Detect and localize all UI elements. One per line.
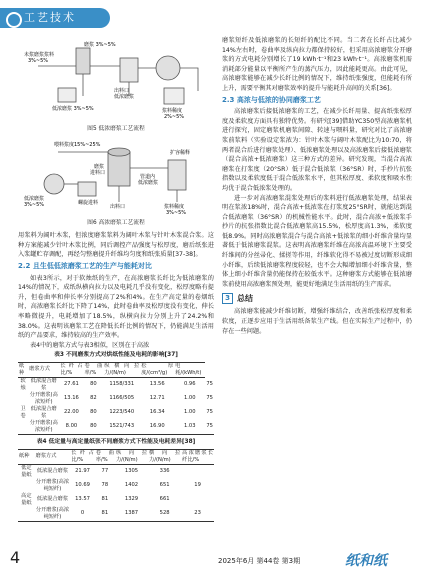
table-row: 软烛 低浓混合磨浆 27.61 80 1158/331 13.56 0.96 75 [20,377,213,391]
t4-header: 长纤占比/% [71,449,94,463]
table-4-caption: 表4 低定量与高定量纸张不同磨浆方式下性能及电耗差异[38] [36,438,196,445]
section-3-heading [222,293,412,304]
fig6-label-1: 喂料浆度15%~25% [54,141,101,148]
t3-header: 磨浆方式 [28,362,59,377]
page-number: 4 [10,548,21,567]
right-column [222,36,412,336]
t3-header: 长纤占比/% [60,362,83,376]
table-3 [18,362,214,435]
svg-text:低浓磨浆: 低浓磨浆 [114,94,135,100]
svg-text:3%~5%: 3%~5% [28,58,49,64]
section-tag-label: 工艺技术 [24,11,76,24]
page-footer [0,548,427,574]
table-row: 分开磨浆(高浓纯短纤) 10.69 78 1402 651 19 [35,478,201,492]
journal-logo: 纸和纸 [345,553,387,569]
table-row: 分开磨浆(高浓短纤) 8.00 80 1521/743 16.90 1.03 75 [18,420,214,435]
high-consistency-flow-diagram [18,138,214,218]
table-row: 分开磨浆(高浓短纤) 13.16 82 1166/505 12.71 1.00 75 [29,391,213,405]
table-row: 低定量纸 低浓混合磨浆 21.97 77 1305 336 [21,464,170,478]
t4-header: 纵向拉力/(N/m) [115,449,148,463]
t3-header: 卷曲率/% [84,362,103,376]
table-4 [18,449,214,522]
svg-text:3%~5%: 3%~5% [166,209,187,216]
section-2-3-heading: 2.3 高浓与低浓的协同磨浆工艺 [222,95,321,104]
right-paragraph-4: 高浓磨浆能减少纤维切断，增强纤维结合，改善纸张松厚度和柔软度，正逐步应用于生活用纸备浆生产线。但在实际生产过程中，仍存在一些问题。 [222,308,412,335]
t4-header: 卷曲率/% [95,449,114,463]
table-3-caption: 表3 不同磨浆方式对烘纸性能及电耗的影响[37] [54,352,178,359]
right-paragraph-2: 高浓磨浆后接低浓磨浆的工艺，在减少长纤用量、提高纸张松厚度及柔软度方面具有独特优势。有研究[39]借助YC350型高浓磨浆机进行探究，固定磨浆机磨浆间隙、转速与喂料量，研究对比了高浓磨浆前浆料（实验设定浆浓为：针叶木浆与阔叶木浆配比为10:70，将两者混合后进行磨浆处理）、低浓磨浆处理以及高浓磨浆后接低浓磨浆（混合高浓+低浓磨浆）这三种方式的差异。研究发现，当混合高浓磨浆在打浆度（20°SR）低于混合低浓浆（36°SR）时，手抄片抗张指数以及柔软度低于混合低浓浆水平，但其松厚度、柔软度和吸水性均优于混合低浓浆处理的。 [222,108,412,192]
t3-header: 纸种 [18,362,28,377]
fig5-label-4: 浆料稀度 [162,108,183,114]
figure-5-caption: 图5 低浓磨浆工艺流程 [87,126,145,132]
t4-header: 横向拉力/(N/m) [149,449,181,463]
figure-6 [18,138,214,229]
t3-header: 电耗/(kWh/t) [174,362,205,377]
issue-info: 2025年6月 第44卷 第3期 [218,557,301,565]
right-paragraph-3: 进一步对高浓磨浆混浆处理后的浆料进行低浓磨浆处理，结果表明在浆浓18%时，混合高浓+低浓浆在打浆度25°SR时，就能达到混合低浓磨浆（36°SR）的机械性能水平。此时，混合高浓+低浓浆手抄片的抗张指数比混合低浓磨浆高15.5%，松厚度高1.3%，柔软度低8.9%。同时高浓磨浆混合与混合高浓+低浓浆的细小纤维含量均显著低于低浓磨浆混浆。这表明高浓磨浆纤维在高浓高温环境下主要受纤维间的分丝帚化、揉搓等作用，纤维软化得不易被过度切断形成细小纤维，后续低浓磨浆程度较轻，也不会大幅增加细小纤维含量，整体上细小纤维含量仍能保持在较低水平。这种磨浆方式能够在低浓磨浆前使用高浓磨浆预处理，能更好地满足生活用纸的生产需求。 [222,194,412,288]
table-row: 高定量纸 低浓混合磨浆 13.57 81 1329 661 [21,492,170,506]
left-paragraph-2: 如表3所示，对于软烛纸的生产，在高浓磨浆长纤比为低浓磨浆的14%的情况下，成纸纵横向拉力以及电耗几乎没有变化，松厚度略有提升，但卷曲率和伸长率分别提高了2%和4%。在生产高定量的卷烟纸时，高浓磨浆长纤比下降了14%，此时卷曲率及松厚度没有变化，伸长率略微提升，电耗增加了18.5%，纵横向拉力分别上升了24.2%和38.0%。这表明该磨浆工艺在降低长纤比例的情况下，仍能满足生活用纸的产品要求，维持较高的生产效率。 [18,274,214,340]
fig5-label-5: 低浓磨浆 3%~5% [52,106,94,112]
figure-6-caption: 图6 高浓磨浆工艺流程 [87,219,145,226]
table-row: 分开磨浆(高浓纯短纤) 0 81 1387 528 23 [18,507,214,522]
section-2-2-heading: 2.2 且生低低浓磨浆工艺的生产与能耗对比 [18,261,152,270]
left-paragraph-3: 表4中的磨浆方式与表3相似，区别在于高浓 [30,341,150,349]
svg-text:低浓磨浆: 低浓磨浆 [138,179,159,186]
t3-header: 松厚度/(cm³/g) [141,362,174,376]
t4-header: 纸种 [18,449,35,464]
t3-header: 纵横向拉力/(N/m) [104,362,140,376]
table-row: 卫卷 低浓混合磨浆 22.00 80 1223/540 16.34 1.00 75 [20,405,213,419]
section-3-title: 总结 [237,294,253,304]
right-paragraph-1: 磨浆短纤及低浓磨浆的长短纤的配比不同。当二者在长纤占比减少14%左右时，卷曲率及纵向拉力都保持较好，但采用高浓磨浆分开磨浆的方式电耗分别增长了19 kWh·t⁻¹和23 kWh·t⁻¹。高浓磨浆机需消耗部分能量以平衡所产生的蒸汽压力，因此能耗更高。由此可见，高浓磨浆能够在减少长纤比例的情况下，维持纸张强度，但能耗有所上升，需要平衡其对磨浆效率的提升与能耗升高间的关系[36]。 [222,37,412,92]
fig5-label-2: 磨浆 3%~5% [84,42,116,48]
svg-text:进料口: 进料口 [90,169,106,176]
fig6-label-4: 磨浆 [94,163,105,170]
low-consistency-flow-diagram [18,36,214,124]
figure-5 [18,36,214,135]
fig6-label-3: 低浓磨浆 [24,195,45,202]
t4-header: 磨浆方式 [35,449,71,464]
fig6-label-6: 管道内 [140,173,156,180]
fig5-label-1: 未浆磨浆浆料 [24,52,55,58]
svg-text:2%~5%: 2%~5% [164,114,185,120]
fig6-label-7: 浆料稀度 [164,203,185,210]
fig6-label-8: 螺旋进料 [78,199,99,206]
fig5-label-3: 出料口 [114,88,130,94]
fig6-label-5: 出料口 [110,203,126,210]
t4-header: 高浓磨浆长纤比/% [182,449,213,463]
svg-text:3%~5%: 3%~5% [24,201,45,208]
left-paragraph-1: 用浆料为阔叶木浆，但浓度磨浆浆料为阔叶木浆与针叶木浆混合浆。这种方案能减少针叶木浆比例，同后调控产品强度与松厚度，磨后纸张进入浆罐贮存调配，再经匀整磨提升纤维均匀度和纸张质量[37-38]。 [18,232,214,259]
fig6-label-2: 扩容稀释 [170,149,191,156]
left-column [18,36,214,525]
section-tag [0,8,110,28]
section-number-badge: 3 [222,293,233,304]
